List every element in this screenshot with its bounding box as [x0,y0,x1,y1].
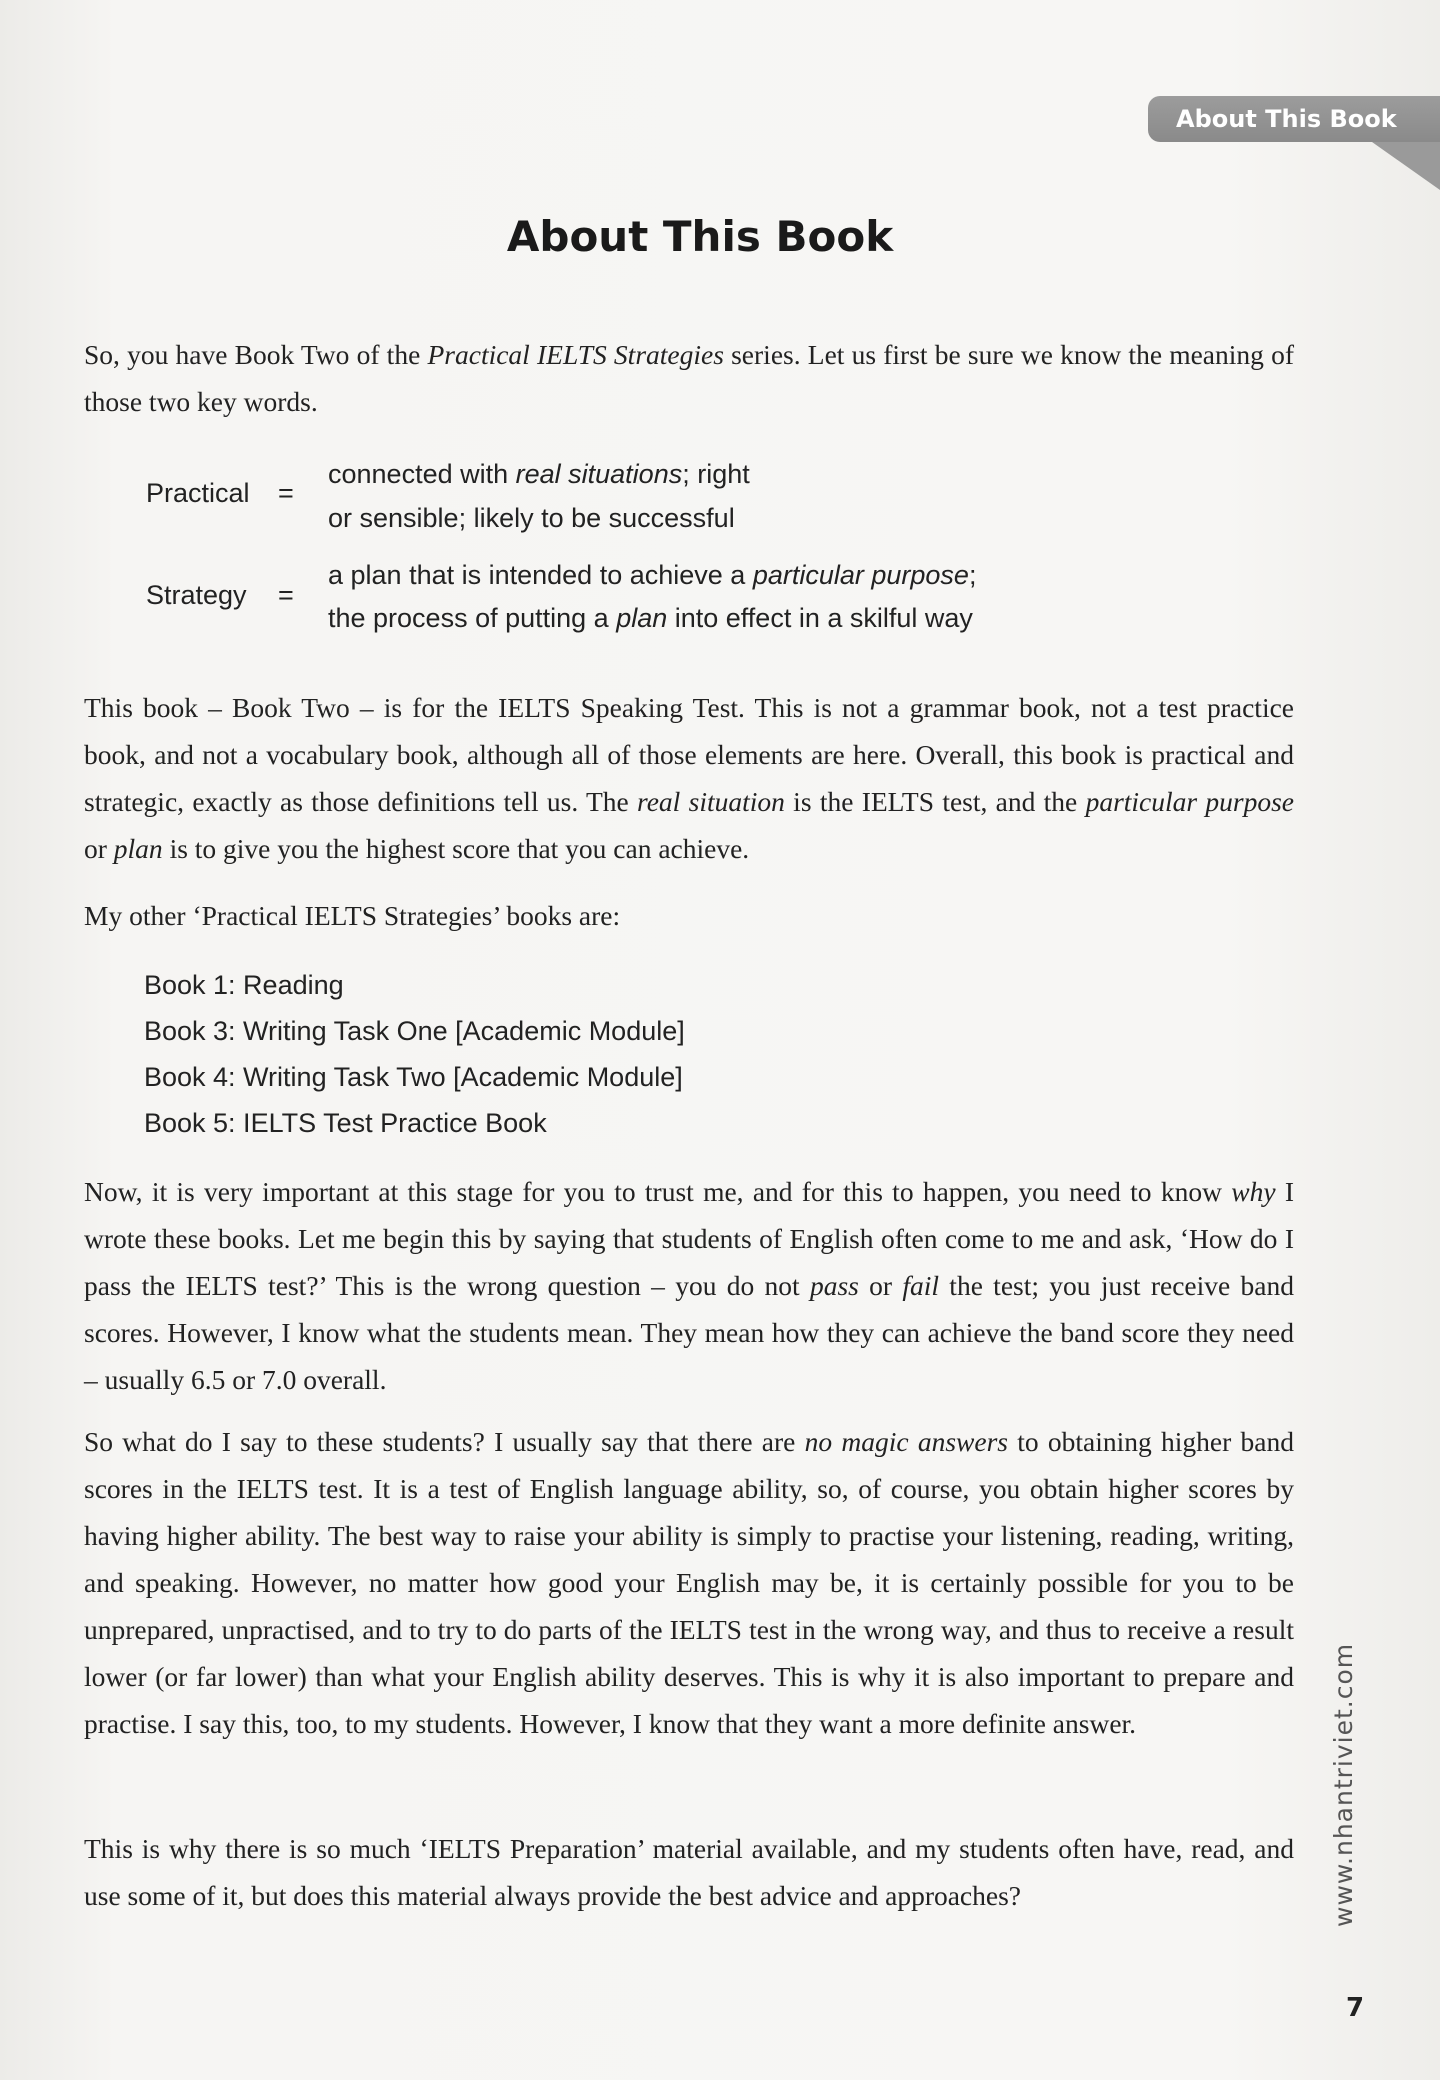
list-item: Book 5: IELTS Test Practice Book [144,1108,547,1138]
list-item: Book 4: Writing Task Two [Academic Module] [144,1062,683,1092]
page-title: About This Book [506,212,894,261]
intro-paragraph: So, you have Book Two of the Practical IELTS Strategies series. Let us first be sure we know the meaning of those two key words. [84,339,1294,417]
book-two-paragraph: This book – Book Two – is for the IELTS Speaking Test. This is not a grammar book, not a test practice book, and not a vocabulary book, although all of those elements are here. Overall, this book is practical and strategic, exactly as those definitions tell us. The real situation is the IELTS test, and the particular purpose or plan is to give you the highest score that you can achieve. [84,692,1294,864]
section-tab: About This Book [1148,96,1440,142]
definition-term: Practical [146,478,250,508]
definition-term: Strategy [146,580,247,610]
definition-equals: = [278,478,294,508]
website-watermark: www.nhantriviet.com [1329,1642,1358,1927]
definition-line: the process of putting a plan into effect in a skilful way [328,603,973,633]
trust-paragraph: Now, it is very important at this stage for you to trust me, and for this to happen, you need to know why I wrote these books. Let me begin this by saying that students of English often come to me and ask, ‘How do I pass the IELTS test?’ This is the wrong question – you do not pass or fail the test; you just receive band scores. However, I know what the students mean. They mean how they can achieve the band score they need – usually 6.5 or 7.0 overall. [84,1176,1294,1395]
page-number: 7 [1346,1993,1365,2023]
section-tab-flap [1372,142,1440,190]
preparation-paragraph: This is why there is so much ‘IELTS Preparation’ material available, and my students often have, read, and use some of it, but does this material always provide the best advice and approaches? [84,1833,1294,1911]
other-books-intro: My other ‘Practical IELTS Strategies’ books are: [84,900,621,931]
magic-answers-paragraph: So what do I say to these students? I usually say that there are no magic answers to obtaining higher band scores in the IELTS test. It is a test of English language ability, so, of course, you obtain higher scores by having higher ability. The best way to raise your ability is simply to practise your listening, reading, writing, and speaking. However, no matter how good your English may be, it is certainly possible for you to be unprepared, unpractised, and to try to do parts of the IELTS test in the wrong way, and thus to receive a result lower (or far lower) than what your English ability deserves. This is why it is also important to prepare and practise. I say this, too, to my students. However, I know that they want a more definite answer. [84,1426,1294,1739]
definition-line: a plan that is intended to achieve a particular purpose; [328,560,977,590]
list-item: Book 1: Reading [144,970,344,1000]
definition-line: connected with real situations; right [328,459,750,489]
definition-line: or sensible; likely to be successful [328,503,735,533]
list-item: Book 3: Writing Task One [Academic Module] [144,1016,685,1046]
definition-equals: = [278,580,294,610]
